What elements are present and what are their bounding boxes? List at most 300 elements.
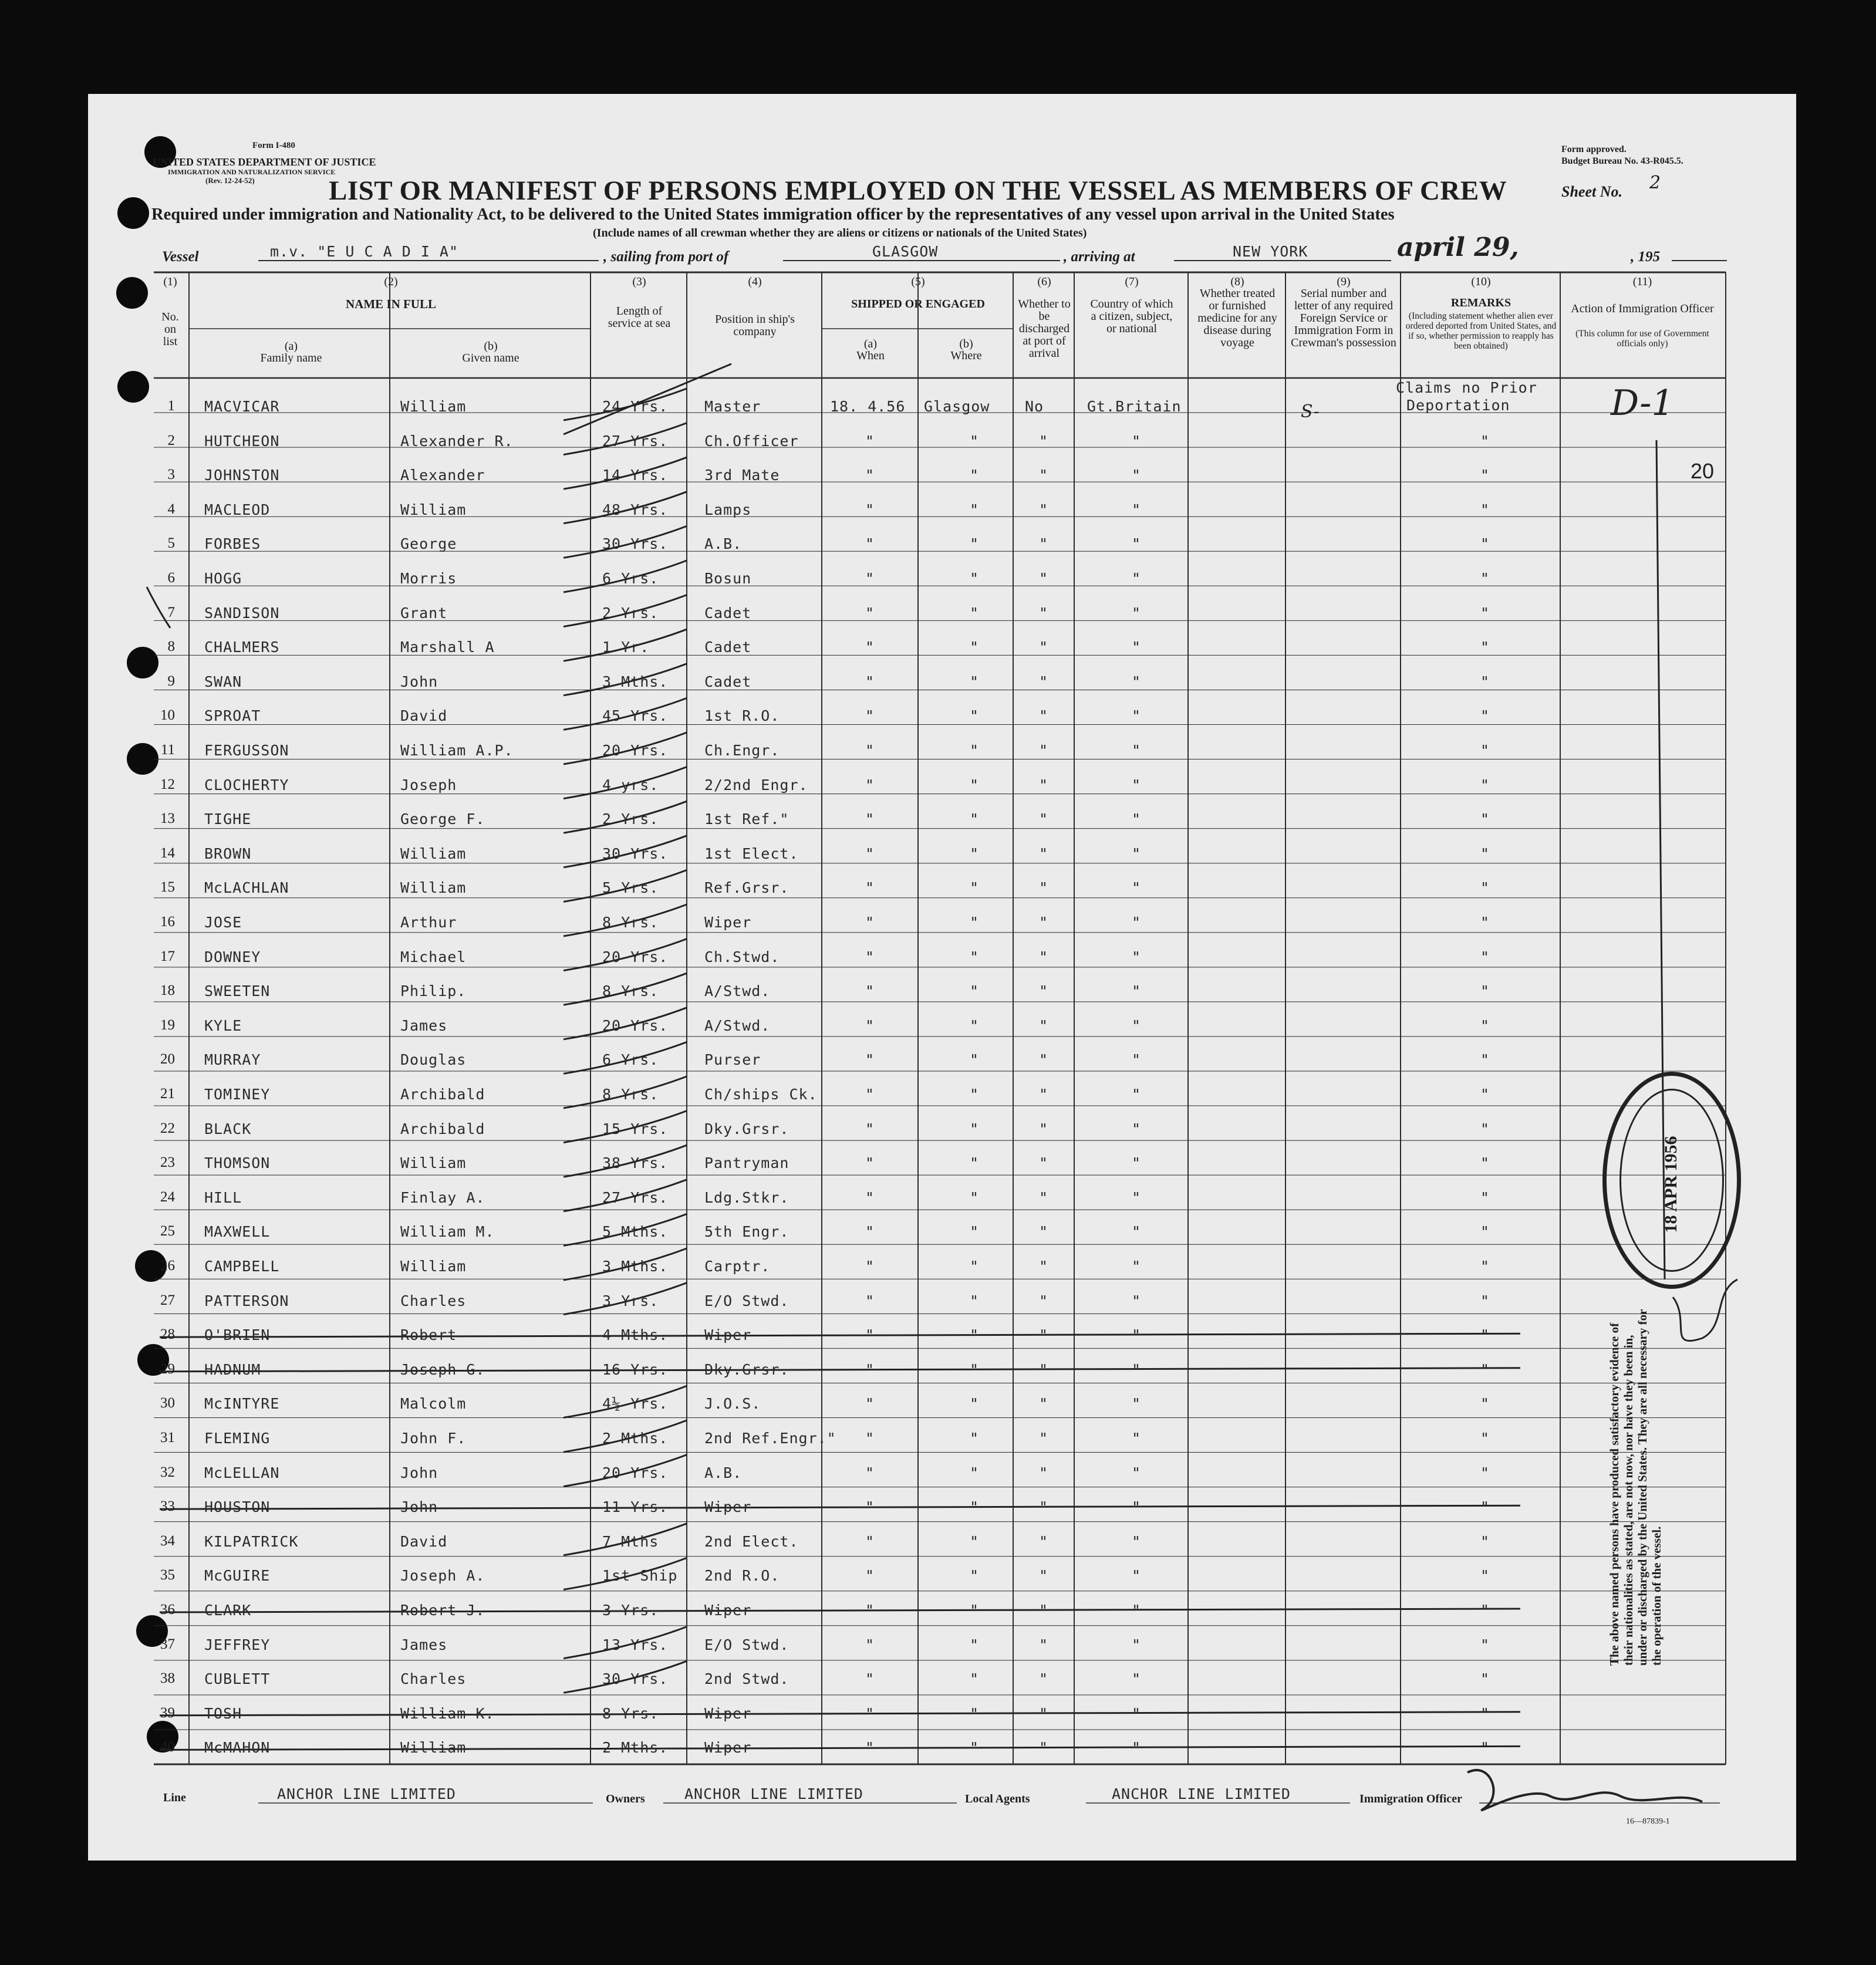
length-of-service: 30 Yrs. — [602, 535, 669, 553]
row-number: 4 — [167, 501, 175, 517]
position: Wiper — [704, 1739, 752, 1757]
line-label: Line — [163, 1791, 186, 1804]
ditto-mark-discharge: " — [1039, 914, 1049, 931]
ditto-mark-remarks: " — [1480, 1430, 1490, 1447]
ditto-mark-where: " — [970, 1670, 980, 1688]
ditto-mark-country: " — [1132, 1395, 1142, 1413]
ditto-mark-discharge: " — [1039, 1567, 1049, 1585]
ditto-mark-where: " — [970, 776, 980, 794]
ditto-mark-remarks: " — [1480, 1326, 1490, 1344]
form-revision: (Rev. 12-24-52) — [205, 176, 255, 185]
ditto-mark-country: " — [1132, 673, 1142, 690]
form-subtitle: Required under immigration and Nationality Act, to be delivered to the United States immigration officer by the representatives of any vessel upon arrival in the United States — [151, 205, 1395, 224]
ditto-mark-where: " — [970, 982, 980, 1000]
ditto-mark-where: " — [970, 1017, 980, 1034]
given-name: John F. — [400, 1430, 467, 1447]
action-mark-row3: 20 — [1691, 459, 1715, 483]
family-name: JOSE — [204, 914, 242, 931]
ditto-mark-country: " — [1132, 1326, 1142, 1344]
ditto-mark-when: " — [865, 776, 875, 794]
family-name: BLACK — [204, 1120, 252, 1137]
given-name: Finlay A. — [400, 1189, 485, 1206]
ditto-mark-country: " — [1132, 1120, 1142, 1137]
ditto-mark-remarks: " — [1480, 1464, 1490, 1481]
length-of-service: 45 Yrs. — [602, 707, 669, 725]
ditto-mark-where: " — [970, 673, 980, 690]
position: 1st Elect. — [704, 845, 799, 862]
ditto-mark-remarks: " — [1480, 776, 1490, 794]
ditto-mark-country: " — [1132, 570, 1142, 587]
row-number: 15 — [160, 879, 175, 896]
ditto-mark-when: " — [865, 1154, 875, 1172]
row-number: 37 — [160, 1636, 175, 1652]
row-number: 31 — [160, 1430, 175, 1446]
col-7-number: (7) — [1125, 275, 1139, 288]
arrival-date-handwritten: april 29, — [1397, 232, 1519, 262]
col-5-number: (5) — [911, 275, 925, 288]
ditto-mark-remarks: " — [1480, 1051, 1490, 1069]
position: Wiper — [704, 1326, 752, 1344]
length-of-service: 8 Yrs. — [602, 982, 659, 1000]
ditto-mark-where: " — [970, 845, 980, 862]
ditto-mark-discharge: " — [1039, 1189, 1049, 1206]
length-of-service: 24 Yrs. — [602, 398, 669, 415]
family-name: MACVICAR — [204, 398, 280, 415]
family-name: CAMPBELL — [204, 1258, 280, 1275]
family-name: MAXWELL — [204, 1223, 271, 1241]
strike-line — [160, 1368, 1520, 1372]
ditto-mark-remarks: " — [1480, 1154, 1490, 1172]
ditto-mark-when: " — [865, 1498, 875, 1516]
ditto-mark-where: " — [970, 1326, 980, 1344]
arriving-label: , arriving at — [1064, 249, 1135, 265]
owners-value: ANCHOR LINE LIMITED — [684, 1785, 863, 1802]
family-name: McLELLAN — [204, 1464, 280, 1481]
ditto-mark-where: " — [970, 948, 980, 965]
row-number: 13 — [160, 811, 175, 827]
length-of-service: 7 Mths — [602, 1532, 659, 1550]
given-name: Charles — [400, 1292, 467, 1309]
ditto-mark-where: " — [970, 1532, 980, 1550]
col-2-header: NAME IN FULL — [345, 297, 436, 311]
approval-line-1: Form approved. — [1561, 144, 1627, 154]
given-name: George — [400, 535, 457, 553]
given-name: Charles — [400, 1670, 467, 1688]
col-2-number: (2) — [384, 275, 398, 288]
ditto-mark-when: " — [865, 1430, 875, 1447]
ditto-mark-remarks: " — [1480, 845, 1490, 862]
ditto-mark-remarks: " — [1480, 1360, 1490, 1378]
ditto-mark-country: " — [1132, 1464, 1142, 1481]
length-of-service: 3 Mths. — [602, 1258, 669, 1275]
row-number: 11 — [160, 742, 175, 758]
ditto-mark-country: " — [1132, 1360, 1142, 1378]
length-of-service: 1 Yr. — [602, 639, 650, 656]
col-6-header: Whether to be discharged at port of arrival — [1018, 298, 1071, 360]
family-name: HILL — [204, 1189, 242, 1206]
ditto-mark-remarks: " — [1480, 1258, 1490, 1275]
family-name: THOMSON — [204, 1154, 271, 1172]
col-9-header: Serial number and letter of any required Foreign Service or Immigration Form in Crewman's possession — [1291, 287, 1396, 349]
col-9-number: (9) — [1337, 275, 1351, 288]
family-name: McINTYRE — [204, 1395, 280, 1413]
ditto-mark-country: " — [1132, 1017, 1142, 1034]
ditto-mark-country: " — [1132, 707, 1142, 725]
row-number: 17 — [160, 948, 175, 964]
ditto-mark-remarks: " — [1480, 1086, 1490, 1103]
length-of-service: 2 Yrs. — [602, 811, 659, 828]
col-4-number: (4) — [748, 275, 762, 288]
ditto-mark-when: " — [865, 707, 875, 725]
strike-line — [160, 1746, 1520, 1750]
ditto-mark-country: " — [1132, 1189, 1142, 1206]
ditto-mark-discharge: " — [1039, 1258, 1049, 1275]
ditto-mark-remarks: " — [1480, 1189, 1490, 1206]
ditto-mark-when: " — [865, 948, 875, 965]
given-name: Archibald — [400, 1120, 485, 1137]
ditto-mark-discharge: " — [1039, 604, 1049, 622]
length-of-service: 4 Mths. — [602, 1326, 669, 1344]
serial-mark-row1: S- — [1301, 401, 1320, 422]
length-of-service: 4 yrs. — [602, 776, 659, 794]
ditto-mark-discharge: " — [1039, 432, 1049, 450]
position: Ch.Stwd. — [704, 948, 780, 965]
given-name: Arthur — [400, 914, 457, 931]
ditto-mark-discharge: " — [1039, 948, 1049, 965]
given-name: Marshall A — [400, 639, 495, 656]
row-number: 38 — [160, 1670, 175, 1687]
page-title: LIST OR MANIFEST OF PERSONS EMPLOYED ON THE VESSEL AS MEMBERS OF CREW — [329, 175, 1507, 206]
ditto-mark-remarks: " — [1480, 570, 1490, 587]
row-number: 40 — [160, 1739, 175, 1755]
given-name: Joseph — [400, 776, 457, 794]
given-name: Joseph G. — [400, 1360, 485, 1378]
given-name: William — [400, 1154, 467, 1172]
ditto-mark-discharge: " — [1039, 1051, 1049, 1069]
ditto-mark-country: " — [1132, 948, 1142, 965]
given-name: Robert — [400, 1326, 457, 1344]
position: 2nd Ref.Engr." — [704, 1430, 836, 1447]
ditto-mark-when: " — [865, 1189, 875, 1206]
position: E/O Stwd. — [704, 1636, 789, 1653]
ditto-mark-remarks: " — [1480, 1636, 1490, 1653]
length-of-service: 2 Yrs. — [602, 604, 659, 622]
ditto-mark-when: " — [865, 1395, 875, 1413]
row-number: 32 — [160, 1464, 175, 1480]
ditto-mark-where: " — [970, 604, 980, 622]
stamp-date: 18 APR 1956 — [1661, 1136, 1681, 1233]
family-name: MACLEOD — [204, 501, 271, 518]
col-2b-header: Given name — [462, 352, 519, 364]
ditto-mark-discharge: " — [1039, 879, 1049, 897]
vessel-name: m.v. "E U C A D I A" — [270, 243, 459, 260]
ditto-mark-where: " — [970, 1086, 980, 1103]
ditto-mark-remarks: " — [1480, 707, 1490, 725]
position: Carptr. — [704, 1258, 771, 1275]
length-of-service: 16 Yrs. — [602, 1360, 669, 1378]
owners-label: Owners — [606, 1792, 645, 1805]
sailing-label: , sailing from port of — [603, 249, 729, 265]
ditto-mark-remarks: " — [1480, 1670, 1490, 1688]
col-5b-letter: (b) — [959, 337, 973, 350]
ditto-mark-remarks: " — [1480, 1567, 1490, 1585]
ditto-mark-discharge: " — [1039, 1360, 1049, 1378]
certification-stamp — [1577, 1309, 1694, 1696]
ditto-mark-where: " — [970, 1154, 980, 1172]
row-number: 33 — [160, 1498, 175, 1515]
position: Pantryman — [704, 1154, 789, 1172]
officer-signature — [1467, 1770, 1702, 1810]
ditto-mark-discharge: " — [1039, 1464, 1049, 1481]
family-name: SWAN — [204, 673, 242, 690]
given-name: Joseph A. — [400, 1567, 485, 1585]
family-name: JOHNSTON — [204, 467, 280, 484]
ditto-mark-discharge: " — [1039, 1223, 1049, 1241]
ditto-mark-when: " — [865, 1704, 875, 1722]
ditto-mark-where: " — [970, 467, 980, 484]
ditto-mark-country: " — [1132, 776, 1142, 794]
ditto-mark-country: " — [1132, 742, 1142, 759]
position: A/Stwd. — [704, 982, 771, 1000]
shipped-when: 18. 4.56 — [830, 398, 906, 415]
ditto-mark-remarks: " — [1480, 879, 1490, 897]
length-of-service: 13 Yrs. — [602, 1636, 669, 1653]
family-name: O'BRIEN — [204, 1326, 271, 1344]
ditto-mark-remarks: " — [1480, 1739, 1490, 1757]
col-10-number: (10) — [1471, 275, 1491, 288]
ditto-mark-country: " — [1132, 845, 1142, 862]
given-name: John — [400, 1498, 438, 1516]
row-number: 8 — [167, 639, 175, 655]
length-of-service: 4½ Yrs. — [602, 1395, 669, 1413]
given-name: William — [400, 398, 467, 415]
length-of-service: 14 Yrs. — [602, 467, 669, 484]
family-name: FORBES — [204, 535, 261, 553]
ditto-mark-discharge: " — [1039, 673, 1049, 690]
ditto-mark-when: " — [865, 673, 875, 690]
position: A/Stwd. — [704, 1017, 771, 1034]
ditto-mark-when: " — [865, 467, 875, 484]
family-name: HUTCHEON — [204, 432, 280, 450]
ditto-mark-where: " — [970, 914, 980, 931]
ditto-mark-discharge: " — [1039, 982, 1049, 1000]
ditto-mark-when: " — [865, 914, 875, 931]
ditto-mark-when: " — [865, 1223, 875, 1241]
position: 2nd Stwd. — [704, 1670, 789, 1688]
ditto-mark-country: " — [1132, 1292, 1142, 1309]
row-number: 10 — [160, 707, 175, 724]
agents-value: ANCHOR LINE LIMITED — [1112, 1785, 1291, 1802]
ditto-mark-remarks: " — [1480, 1292, 1490, 1309]
col-5a-letter: (a) — [863, 337, 878, 350]
position: Wiper — [704, 1602, 752, 1619]
ditto-mark-when: " — [865, 742, 875, 759]
length-of-service: 6 Yrs. — [602, 1051, 659, 1069]
col-2a-header: Family name — [260, 352, 322, 364]
family-name: TIGHE — [204, 811, 252, 828]
position: 5th Engr. — [704, 1223, 789, 1241]
ditto-mark-discharge: " — [1039, 639, 1049, 656]
ditto-mark-remarks: " — [1480, 673, 1490, 690]
position: 2nd R.O. — [704, 1567, 780, 1585]
length-of-service: 27 Yrs. — [602, 432, 669, 450]
length-of-service: 5 Mths. — [602, 1223, 669, 1241]
given-name: Philip. — [400, 982, 467, 1000]
ditto-mark-country: " — [1132, 1567, 1142, 1585]
col-1-header: No. on list — [161, 310, 179, 348]
family-name: SWEETEN — [204, 982, 271, 1000]
ditto-mark-country: " — [1132, 1602, 1142, 1619]
position: E/O Stwd. — [704, 1292, 789, 1309]
ditto-mark-discharge: " — [1039, 1292, 1049, 1309]
ditto-mark-where: " — [970, 1739, 980, 1757]
given-name: Robert J. — [400, 1602, 485, 1619]
service-name: IMMIGRATION AND NATURALIZATION SERVICE — [168, 168, 336, 176]
given-name: William M. — [400, 1223, 495, 1241]
given-name: Alexander — [400, 467, 485, 484]
ditto-mark-country: " — [1132, 1051, 1142, 1069]
country: Gt.Britain — [1087, 398, 1182, 415]
ditto-mark-where: " — [970, 1498, 980, 1516]
position: Purser — [704, 1051, 761, 1069]
length-of-service: 48 Yrs. — [602, 501, 669, 518]
ditto-mark-discharge: " — [1039, 1532, 1049, 1550]
position: Ldg.Stkr. — [704, 1189, 789, 1206]
given-name: Alexander R. — [400, 432, 514, 450]
col-1-number: (1) — [163, 275, 177, 288]
position: Dky.Grsr. — [704, 1120, 789, 1137]
ditto-mark-country: " — [1132, 914, 1142, 931]
ditto-mark-country: " — [1132, 1636, 1142, 1653]
position: Master — [704, 398, 761, 415]
row-number: 3 — [167, 467, 175, 483]
ditto-mark-discharge: " — [1039, 570, 1049, 587]
port-of-arrival: NEW YORK — [1233, 243, 1308, 260]
length-of-service: 3 Yrs. — [602, 1292, 659, 1309]
department-name: UNITED STATES DEPARTMENT OF JUSTICE — [153, 156, 376, 168]
position: Dky.Grsr. — [704, 1360, 789, 1378]
ditto-mark-where: " — [970, 742, 980, 759]
given-name: William A.P. — [400, 742, 514, 759]
given-name: William — [400, 1739, 467, 1757]
ditto-mark-when: " — [865, 535, 875, 553]
row-number: 25 — [160, 1223, 175, 1240]
col-5-header: SHIPPED OR ENGAGED — [851, 298, 985, 310]
family-name: CUBLETT — [204, 1670, 271, 1688]
ditto-mark-discharge: " — [1039, 1017, 1049, 1034]
given-name: George F. — [400, 811, 485, 828]
ditto-mark-country: " — [1132, 879, 1142, 897]
col-11-subheader: (This column for use of Government officials only) — [1575, 329, 1709, 349]
row-number: 14 — [160, 845, 175, 861]
vessel-label: Vessel — [162, 249, 199, 265]
sheet-number: 2 — [1649, 173, 1661, 193]
position: 1st Ref." — [704, 811, 789, 828]
ditto-mark-remarks: " — [1480, 1395, 1490, 1413]
ditto-mark-where: " — [970, 811, 980, 828]
position: 2nd Elect. — [704, 1532, 799, 1550]
ditto-mark-when: " — [865, 432, 875, 450]
ditto-mark-discharge: " — [1039, 845, 1049, 862]
given-name: James — [400, 1636, 448, 1653]
length-of-service: 30 Yrs. — [602, 1670, 669, 1688]
given-name: David — [400, 1532, 448, 1550]
ditto-mark-when: " — [865, 1292, 875, 1309]
ditto-mark-discharge: " — [1039, 1154, 1049, 1172]
given-name: Grant — [400, 604, 448, 622]
ditto-mark-where: " — [970, 1567, 980, 1585]
ditto-mark-where: " — [970, 1464, 980, 1481]
row-number: 19 — [160, 1017, 175, 1033]
family-name: McMAHON — [204, 1739, 271, 1757]
ditto-mark-where: " — [970, 707, 980, 725]
ditto-mark-where: " — [970, 879, 980, 897]
family-name: FLEMING — [204, 1430, 271, 1447]
length-of-service: 6 Yrs. — [602, 570, 659, 587]
ditto-mark-when: " — [865, 982, 875, 1000]
ditto-mark-where: " — [970, 570, 980, 587]
ditto-mark-discharge: " — [1039, 1395, 1049, 1413]
row-number: 27 — [160, 1292, 175, 1308]
position: 3rd Mate — [704, 467, 780, 484]
ditto-mark-when: " — [865, 1532, 875, 1550]
position: Ch.Engr. — [704, 742, 780, 759]
length-of-service: 8 Yrs. — [602, 914, 659, 931]
agents-label: Local Agents — [965, 1792, 1030, 1805]
ditto-mark-discharge: " — [1039, 707, 1049, 725]
given-name: John — [400, 673, 438, 690]
position: A.B. — [704, 1464, 743, 1481]
position: Cadet — [704, 639, 752, 656]
position: Wiper — [704, 914, 752, 931]
length-of-service: 30 Yrs. — [602, 845, 669, 862]
position: Wiper — [704, 1498, 752, 1516]
row-number: 5 — [167, 535, 175, 552]
length-of-service: 20 Yrs. — [602, 742, 669, 759]
family-name: CHALMERS — [204, 639, 280, 656]
family-name: HADNUM — [204, 1360, 261, 1378]
remarks-row1-line1: Claims no Prior — [1396, 379, 1537, 396]
ditto-mark-remarks: " — [1480, 811, 1490, 828]
family-name: TOMINEY — [204, 1086, 271, 1103]
ditto-mark-where: " — [970, 501, 980, 518]
ditto-mark-discharge: " — [1039, 1430, 1049, 1447]
ditto-mark-country: " — [1132, 1258, 1142, 1275]
ditto-mark-country: " — [1132, 501, 1142, 518]
ditto-mark-discharge: " — [1039, 742, 1049, 759]
ditto-mark-remarks: " — [1480, 1120, 1490, 1137]
ditto-mark-remarks: " — [1480, 742, 1490, 759]
row-number: 20 — [160, 1051, 175, 1068]
row-number: 23 — [160, 1154, 175, 1171]
row-number: 7 — [167, 604, 175, 620]
include-note: (Include names of all crewman whether they are aliens or citizens or nationals of the United States) — [593, 227, 1087, 239]
col-11-header: Action of Immigration Officer — [1571, 302, 1714, 315]
ditto-mark-when: " — [865, 1326, 875, 1344]
col-10-subheader: (Including statement whether alien ever ordered deported from United States, and if so, whether permission to reapply has been obtained) — [1405, 311, 1557, 351]
ditto-mark-where: " — [970, 535, 980, 553]
ditto-mark-country: " — [1132, 1532, 1142, 1550]
ditto-mark-remarks: " — [1480, 535, 1490, 553]
family-name: DOWNEY — [204, 948, 261, 965]
ditto-mark-when: " — [865, 501, 875, 518]
row-number: 12 — [160, 776, 175, 792]
col-3-number: (3) — [632, 275, 646, 288]
ditto-mark-where: " — [970, 1189, 980, 1206]
given-name: Malcolm — [400, 1395, 467, 1413]
position: Ch/ships Ck. — [704, 1086, 818, 1103]
col-5b-header: Where — [950, 349, 982, 362]
